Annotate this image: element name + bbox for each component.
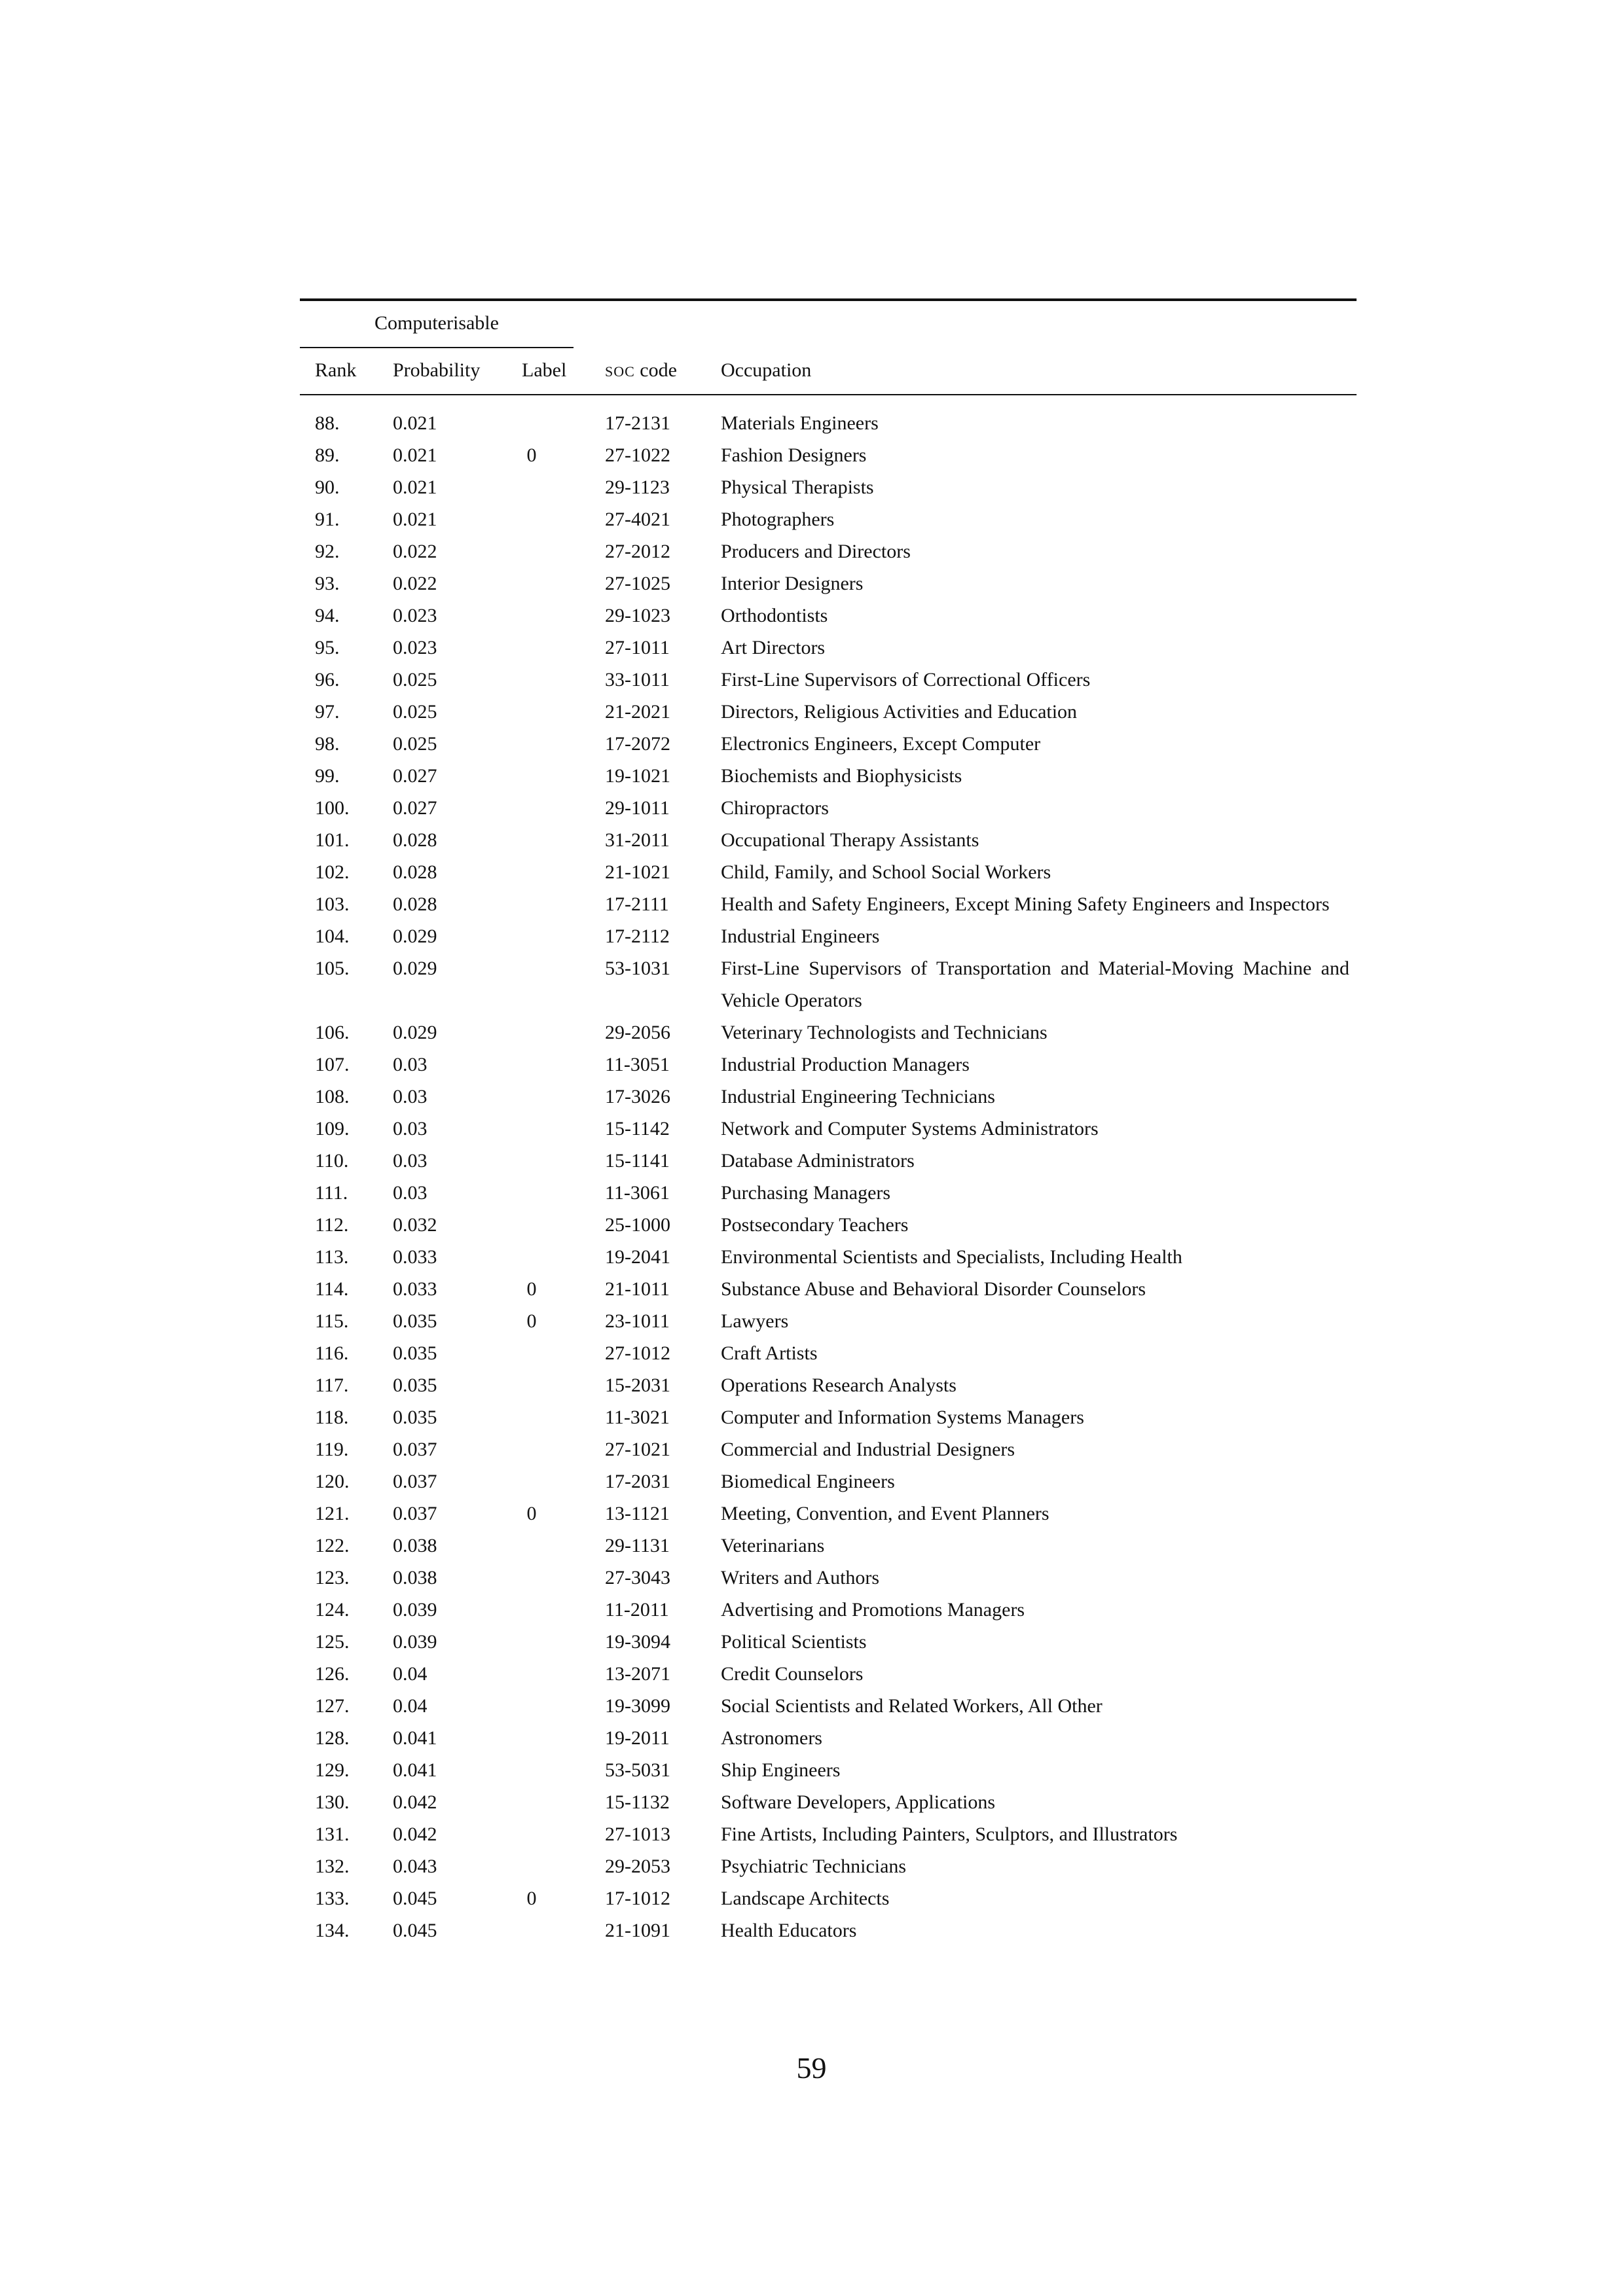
table-row: [300, 1081, 1357, 1113]
probability-cell: 0.028: [393, 893, 437, 915]
occupation-column-header: Occupation: [721, 359, 812, 381]
occupation-cell: Industrial Engineers: [721, 925, 880, 947]
soc-code-cell: 33-1011: [605, 669, 670, 691]
rank-cell: 95.: [315, 637, 340, 658]
table-row: [300, 1882, 1357, 1914]
table-row: [300, 1177, 1357, 1209]
rank-cell: 92.: [315, 541, 340, 562]
rank-cell: 88.: [315, 412, 340, 434]
occupation-cell: Astronomers: [721, 1727, 822, 1749]
occupation-cell: Lawyers: [721, 1310, 789, 1332]
rank-cell: 125.: [315, 1631, 350, 1653]
occupation-cell: Network and Computer Systems Administrators: [721, 1118, 1099, 1139]
rank-cell: 130.: [315, 1791, 350, 1813]
occupation-cell: Social Scientists and Related Workers, All Other: [721, 1695, 1103, 1717]
occupation-cell: Chiropractors: [721, 797, 829, 819]
rank-cell: 90.: [315, 476, 340, 498]
probability-cell: 0.03: [393, 1054, 428, 1075]
occupation-cell: Art Directors: [721, 637, 826, 658]
rank-cell: 109.: [315, 1118, 350, 1139]
occupation-cell: First-Line Supervisors of Correctional Officers: [721, 669, 1091, 691]
probability-cell: 0.035: [393, 1310, 437, 1332]
soc-code-cell: 19-1021: [605, 765, 670, 787]
rank-cell: 129.: [315, 1759, 350, 1781]
soc-code-suffix: code: [634, 359, 677, 381]
soc-code-cell: 27-1013: [605, 1823, 670, 1845]
probability-cell: 0.03: [393, 1150, 428, 1172]
soc-code-cell: 27-1021: [605, 1439, 670, 1460]
soc-code-cell: 29-2053: [605, 1856, 670, 1877]
table-row: [300, 471, 1357, 503]
probability-cell: 0.022: [393, 573, 437, 594]
rank-cell: 94.: [315, 605, 340, 626]
computerisable-group-header: Computerisable: [374, 312, 499, 334]
table-row: [300, 1690, 1357, 1722]
probability-cell: 0.025: [393, 701, 437, 723]
rank-cell: 89.: [315, 444, 340, 466]
soc-code-cell: 11-2011: [605, 1599, 669, 1621]
occupation-cell: Computer and Information Systems Managers: [721, 1407, 1084, 1428]
soc-code-cell: 17-1012: [605, 1888, 670, 1909]
rank-column-header: Rank: [315, 359, 357, 381]
soc-code-cell: 15-1132: [605, 1791, 670, 1813]
label-cell: 0: [526, 1503, 537, 1524]
soc-code-cell: 17-2072: [605, 733, 670, 755]
table-row: [300, 1433, 1357, 1465]
table-row: [300, 567, 1357, 600]
soc-code-cell: 17-2112: [605, 925, 670, 947]
probability-cell: 0.027: [393, 765, 437, 787]
occupation-cell: Interior Designers: [721, 573, 864, 594]
soc-code-cell: 15-1142: [605, 1118, 670, 1139]
occupation-cell: Veterinarians: [721, 1535, 825, 1556]
occupation-cell: Political Scientists: [721, 1631, 867, 1653]
table-row: [300, 824, 1357, 856]
occupation-cell: Biomedical Engineers: [721, 1471, 895, 1492]
rank-cell: 91.: [315, 509, 340, 530]
rank-cell: 107.: [315, 1054, 350, 1075]
occupation-cell: Software Developers, Applications: [721, 1791, 996, 1813]
probability-cell: 0.021: [393, 509, 437, 530]
table-row: [300, 439, 1357, 471]
label-cell: 0: [526, 1278, 537, 1300]
rank-cell: 100.: [315, 797, 350, 819]
table-row: [300, 1465, 1357, 1498]
probability-cell: 0.029: [393, 925, 437, 947]
rank-cell: 99.: [315, 765, 340, 787]
probability-cell: 0.037: [393, 1503, 437, 1524]
occupation-cell: First-Line Supervisors of Transportation and Material-Moving Machine and Vehicle Operators: [721, 958, 1349, 1011]
probability-cell: 0.025: [393, 669, 437, 691]
rank-cell: 113.: [315, 1246, 349, 1268]
occupation-cell: Writers and Authors: [721, 1567, 880, 1588]
table-row: [300, 1016, 1357, 1049]
rank-cell: 110.: [315, 1150, 349, 1172]
probability-cell: 0.037: [393, 1439, 437, 1460]
rank-cell: 106.: [315, 1022, 350, 1043]
rank-cell: 114.: [315, 1278, 349, 1300]
table-row: [300, 1273, 1357, 1305]
soc-code-cell: 29-1123: [605, 476, 670, 498]
table-row: [300, 1626, 1357, 1658]
soc-code-cell: 27-1025: [605, 573, 670, 594]
occupation-cell: Child, Family, and School Social Workers: [721, 861, 1051, 883]
occupation-cell: Purchasing Managers: [721, 1182, 891, 1204]
soc-code-cell: 11-3051: [605, 1054, 670, 1075]
table-row: [300, 664, 1357, 696]
rank-cell: 134.: [315, 1920, 350, 1941]
rank-cell: 133.: [315, 1888, 350, 1909]
rank-cell: 127.: [315, 1695, 350, 1717]
occupation-cell: Photographers: [721, 509, 835, 530]
probability-cell: 0.022: [393, 541, 437, 562]
probability-cell: 0.045: [393, 1920, 437, 1941]
table-row: [300, 696, 1357, 728]
label-cell: 0: [526, 444, 537, 466]
label-column-header: Label: [522, 359, 567, 381]
soc-code-cell: 15-1141: [605, 1150, 670, 1172]
soc-code-cell: 27-4021: [605, 509, 670, 530]
occupation-cell: Advertising and Promotions Managers: [721, 1599, 1025, 1621]
table-row: [300, 1337, 1357, 1369]
occupation-cell: Operations Research Analysts: [721, 1374, 957, 1396]
table-row: [300, 1049, 1357, 1081]
soc-code-cell: 23-1011: [605, 1310, 670, 1332]
probability-cell: 0.033: [393, 1246, 437, 1268]
rank-cell: 128.: [315, 1727, 350, 1749]
occupation-cell: Postsecondary Teachers: [721, 1214, 909, 1236]
probability-cell: 0.023: [393, 637, 437, 658]
table-row: [300, 1530, 1357, 1562]
table-row: [300, 632, 1357, 664]
table-row: [300, 600, 1357, 632]
soc-code-cell: 21-1021: [605, 861, 670, 883]
occupation-cell: Electronics Engineers, Except Computer: [721, 733, 1041, 755]
table-row: [300, 1818, 1357, 1850]
probability-cell: 0.045: [393, 1888, 437, 1909]
rank-cell: 123.: [315, 1567, 350, 1588]
probability-cell: 0.029: [393, 1022, 437, 1043]
soc-code-cell: 17-3026: [605, 1086, 670, 1107]
soc-code-cell: 11-3061: [605, 1182, 670, 1204]
table-row: [300, 952, 1357, 1016]
soc-code-cell: 19-3099: [605, 1695, 670, 1717]
rank-cell: 116.: [315, 1342, 349, 1364]
probability-cell: 0.035: [393, 1374, 437, 1396]
soc-code-cell: 21-1011: [605, 1278, 670, 1300]
probability-cell: 0.04: [393, 1695, 428, 1717]
table-row: [300, 1658, 1357, 1690]
table-row: [300, 1722, 1357, 1754]
rank-cell: 98.: [315, 733, 340, 755]
table-row: [300, 1241, 1357, 1273]
rank-cell: 101.: [315, 829, 350, 851]
table-row: [300, 1113, 1357, 1145]
soc-code-cell: 15-2031: [605, 1374, 670, 1396]
soc-code-cell: 53-1031: [605, 958, 670, 979]
soc-code-cell: 27-3043: [605, 1567, 670, 1588]
table-row: [300, 1305, 1357, 1337]
probability-cell: 0.023: [393, 605, 437, 626]
table-row: [300, 1786, 1357, 1818]
table-row: [300, 888, 1357, 920]
table-row: [300, 1914, 1357, 1946]
rank-cell: 96.: [315, 669, 340, 691]
table-row: [300, 760, 1357, 792]
soc-code-cell: 19-2011: [605, 1727, 670, 1749]
soc-code-cell: 29-2056: [605, 1022, 670, 1043]
soc-code-cell: 17-2031: [605, 1471, 670, 1492]
table-row: [300, 1594, 1357, 1626]
occupation-cell: Database Administrators: [721, 1150, 915, 1172]
probability-cell: 0.033: [393, 1278, 437, 1300]
probability-cell: 0.035: [393, 1342, 437, 1364]
soc-code-cell: 21-1091: [605, 1920, 670, 1941]
table-row: [300, 535, 1357, 567]
soc-code-cell: 19-2041: [605, 1246, 670, 1268]
rank-cell: 126.: [315, 1663, 350, 1685]
soc-code-cell: 27-1011: [605, 637, 670, 658]
rank-cell: 121.: [315, 1503, 350, 1524]
occupation-cell: Credit Counselors: [721, 1663, 864, 1685]
table-top-rule: [300, 298, 1357, 301]
table-row: [300, 1209, 1357, 1241]
table-row: [300, 503, 1357, 535]
soc-code-cell: 13-1121: [605, 1503, 670, 1524]
probability-cell: 0.032: [393, 1214, 437, 1236]
occupation-cell: Industrial Engineering Technicians: [721, 1086, 995, 1107]
probability-column-header: Probability: [393, 359, 481, 381]
table-row: [300, 1401, 1357, 1433]
rank-cell: 131.: [315, 1823, 350, 1845]
rank-cell: 108.: [315, 1086, 350, 1107]
table-row: [300, 1369, 1357, 1401]
soc-code-cell: 17-2111: [605, 893, 669, 915]
rank-cell: 120.: [315, 1471, 350, 1492]
probability-cell: 0.037: [393, 1471, 437, 1492]
group-header-rule: [300, 347, 574, 348]
occupation-cell: Psychiatric Technicians: [721, 1856, 907, 1877]
occupation-cell: Fashion Designers: [721, 444, 867, 466]
soc-code-cell: 31-2011: [605, 829, 670, 851]
occupation-cell: Landscape Architects: [721, 1888, 890, 1909]
soc-code-column-header: [605, 359, 677, 384]
rank-cell: 103.: [315, 893, 350, 915]
rank-cell: 117.: [315, 1374, 349, 1396]
table-row: [300, 920, 1357, 952]
occupation-cell: Producers and Directors: [721, 541, 911, 562]
probability-cell: 0.03: [393, 1086, 428, 1107]
soc-code-cell: 19-3094: [605, 1631, 670, 1653]
probability-cell: 0.041: [393, 1727, 437, 1749]
probability-cell: 0.021: [393, 444, 437, 466]
probability-cell: 0.028: [393, 829, 437, 851]
occupation-cell: Health and Safety Engineers, Except Mining Safety Engineers and Inspectors: [721, 893, 1330, 915]
table-row: [300, 792, 1357, 824]
label-cell: 0: [526, 1310, 537, 1332]
probability-cell: 0.03: [393, 1182, 428, 1204]
rank-cell: 105.: [315, 958, 350, 979]
occupation-cell: Veterinary Technologists and Technicians: [721, 1022, 1048, 1043]
occupation-cell: Materials Engineers: [721, 412, 879, 434]
soc-code-cell: 53-5031: [605, 1759, 670, 1781]
soc-code-cell: 27-2012: [605, 541, 670, 562]
occupation-cell: Occupational Therapy Assistants: [721, 829, 979, 851]
table-row: [300, 1562, 1357, 1594]
probability-cell: 0.021: [393, 412, 437, 434]
probability-cell: 0.039: [393, 1631, 437, 1653]
probability-cell: 0.038: [393, 1535, 437, 1556]
occupation-cell: Fine Artists, Including Painters, Sculptors, and Illustrators: [721, 1823, 1178, 1845]
probability-cell: 0.025: [393, 733, 437, 755]
probability-cell: 0.021: [393, 476, 437, 498]
table-row: [300, 856, 1357, 888]
occupation-cell: Biochemists and Biophysicists: [721, 765, 962, 787]
occupation-cell: Substance Abuse and Behavioral Disorder Counselors: [721, 1278, 1146, 1300]
table-row: [300, 1850, 1357, 1882]
probability-cell: 0.041: [393, 1759, 437, 1781]
rank-cell: 132.: [315, 1856, 350, 1877]
soc-code-cell: 21-2021: [605, 701, 670, 723]
rank-cell: 124.: [315, 1599, 350, 1621]
table-row: [300, 407, 1357, 439]
header-bottom-rule: [300, 394, 1357, 395]
rank-cell: 97.: [315, 701, 340, 723]
soc-abbreviation: SOC: [605, 363, 635, 380]
probability-cell: 0.042: [393, 1791, 437, 1813]
page-number: 59: [796, 2051, 827, 2085]
rank-cell: 115.: [315, 1310, 349, 1332]
rank-cell: 111.: [315, 1182, 348, 1204]
rank-cell: 93.: [315, 573, 340, 594]
probability-cell: 0.04: [393, 1663, 428, 1685]
probability-cell: 0.038: [393, 1567, 437, 1588]
soc-code-cell: 25-1000: [605, 1214, 670, 1236]
soc-code-cell: 13-2071: [605, 1663, 670, 1685]
probability-cell: 0.039: [393, 1599, 437, 1621]
rank-cell: 118.: [315, 1407, 349, 1428]
occupation-cell: Craft Artists: [721, 1342, 818, 1364]
table-row: [300, 1754, 1357, 1786]
soc-code-cell: 11-3021: [605, 1407, 670, 1428]
occupation-cell: Health Educators: [721, 1920, 857, 1941]
soc-code-cell: 29-1131: [605, 1535, 670, 1556]
probability-cell: 0.043: [393, 1856, 437, 1877]
occupation-cell: Environmental Scientists and Specialists, Including Health: [721, 1246, 1182, 1268]
occupation-cell: Ship Engineers: [721, 1759, 841, 1781]
rank-cell: 102.: [315, 861, 350, 883]
rank-cell: 122.: [315, 1535, 350, 1556]
soc-code-cell: 27-1012: [605, 1342, 670, 1364]
occupation-cell: Meeting, Convention, and Event Planners: [721, 1503, 1049, 1524]
probability-cell: 0.03: [393, 1118, 428, 1139]
occupation-cell: Directors, Religious Activities and Education: [721, 701, 1078, 723]
rank-cell: 104.: [315, 925, 350, 947]
soc-code-cell: 29-1011: [605, 797, 670, 819]
occupation-cell: Physical Therapists: [721, 476, 874, 498]
soc-code-cell: 17-2131: [605, 412, 670, 434]
probability-cell: 0.027: [393, 797, 437, 819]
probability-cell: 0.035: [393, 1407, 437, 1428]
probability-cell: 0.028: [393, 861, 437, 883]
soc-code-cell: 27-1022: [605, 444, 670, 466]
table-row: [300, 1145, 1357, 1177]
probability-cell: 0.029: [393, 958, 437, 979]
table-row: [300, 728, 1357, 760]
occupation-cell: Commercial and Industrial Designers: [721, 1439, 1015, 1460]
rank-cell: 112.: [315, 1214, 349, 1236]
table-body: [300, 407, 1357, 1946]
probability-cell: 0.042: [393, 1823, 437, 1845]
table-row: [300, 1498, 1357, 1530]
soc-code-cell: 29-1023: [605, 605, 670, 626]
rank-cell: 119.: [315, 1439, 349, 1460]
occupation-cell: Industrial Production Managers: [721, 1054, 970, 1075]
label-cell: 0: [526, 1888, 537, 1909]
occupation-cell: Orthodontists: [721, 605, 828, 626]
